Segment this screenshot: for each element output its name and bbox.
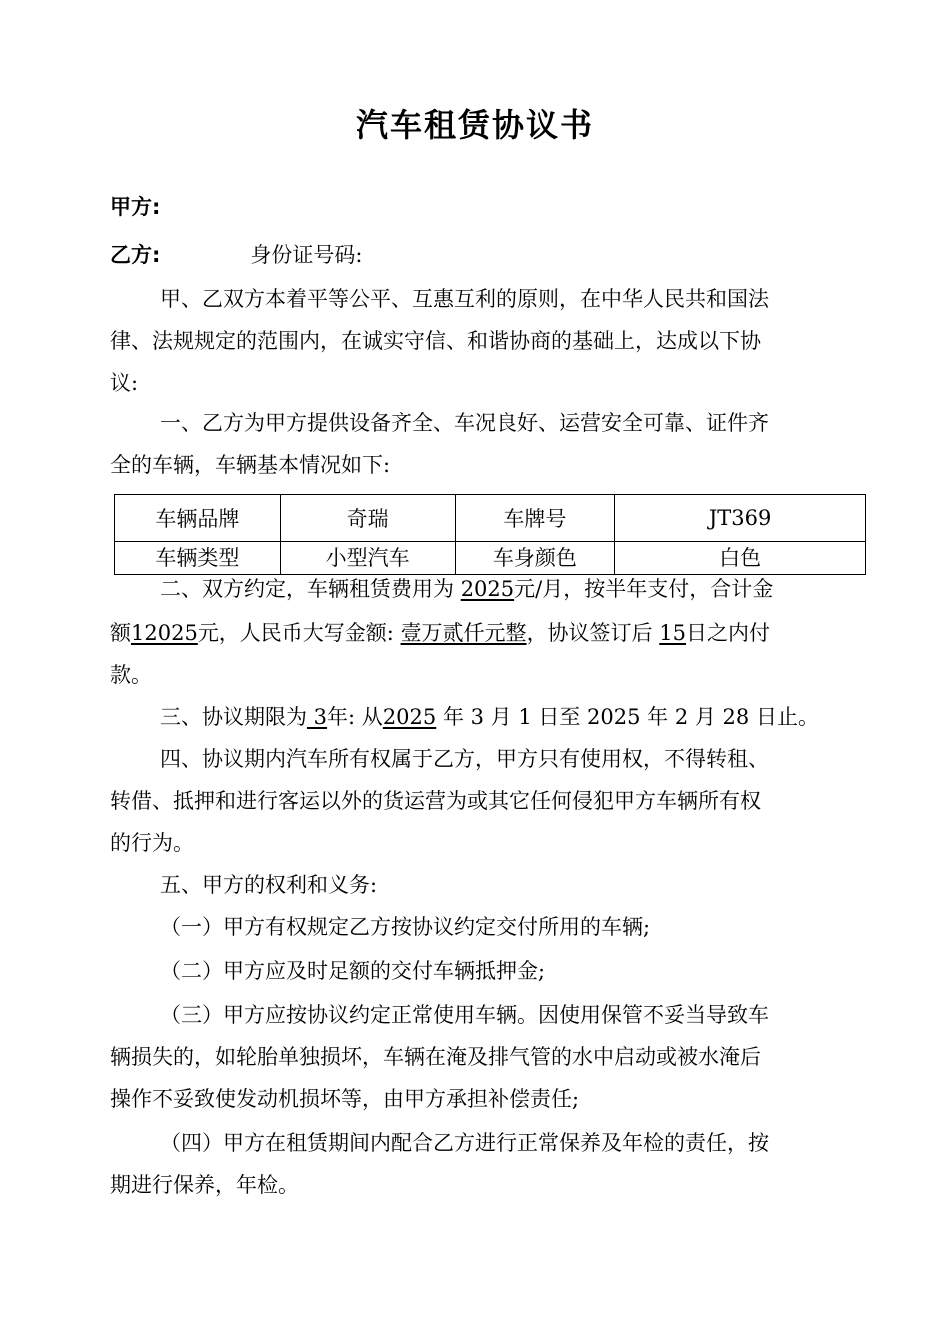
table-cell: 白色 [615, 542, 866, 575]
party-b-label: 乙方: [110, 243, 161, 267]
table-cell: 车辆类型 [115, 542, 281, 575]
party-a-label: 甲方: [110, 195, 161, 219]
total-amount: 12025 [131, 621, 198, 645]
id-number-label: 身份证号码: [250, 243, 363, 267]
monthly-fee: 2025 [460, 577, 515, 601]
clause2-line-2 [110, 612, 870, 655]
document-title: 汽车租赁协议书 [355, 106, 594, 144]
intro-line-2: 律、法规规定的范围内，在诚实守信、和谐协商的基础上，达成以下协 [110, 329, 761, 353]
clause3-text: 年: 从 [327, 705, 383, 729]
clause1-line-1: 一、乙方为甲方提供设备齐全、车况良好、运营安全可靠、证件齐 [160, 411, 769, 435]
table-row [115, 495, 866, 542]
clause4-line-2: 转借、抵押和进行客运以外的货运营为或其它任何侵犯甲方车辆所有权 [110, 789, 761, 813]
clause5-item-3-line-3: 操作不妥致使发动机损坏等，由甲方承担补偿责任; [110, 1087, 580, 1111]
table-cell: JT369 [615, 495, 866, 542]
clause2-text: 日之内付 [685, 621, 770, 645]
clause5-item-3-line-2: 辆损失的，如轮胎单独损坏，车辆在淹及排气管的水中启动或被水淹后 [110, 1045, 761, 1069]
term-years: 3 [307, 705, 328, 729]
clause5-item-4-line-2: 期进行保养，年检。 [110, 1173, 299, 1197]
clause2-line-3: 款。 [110, 663, 152, 687]
clause2-text: 二、双方约定，车辆租赁费用为 [160, 577, 461, 601]
clause5-item-2: （二）甲方应及时足额的交付车辆抵押金; [160, 959, 546, 983]
party-b-line [110, 234, 870, 277]
table-cell: 奇瑞 [280, 495, 455, 542]
clause4-line-3: 的行为。 [110, 831, 194, 855]
intro-line-1: 甲、乙双方本着平等公平、互惠互利的原则，在中华人民共和国法 [160, 287, 769, 311]
clause2-text: ，协议签订后 [526, 621, 660, 645]
table-cell: 车身颜色 [455, 542, 615, 575]
clause2-text: 额 [110, 621, 131, 645]
intro-line-3: 议: [110, 371, 139, 395]
table-cell: 车牌号 [455, 495, 615, 542]
clause5-item-3-line-1: （三）甲方应按协议约定正常使用车辆。因使用保管不妥当导致车 [160, 1003, 769, 1027]
clause5-item-4-line-1: （四）甲方在租赁期间内配合乙方进行正常保养及年检的责任，按 [160, 1131, 769, 1155]
clause2-text: 元，人民币大写金额: [197, 621, 401, 645]
start-year: 2025 [382, 705, 437, 729]
clause2-text: 元/月，按半年支付，合计金 [514, 577, 774, 601]
clause3-text: 三、协议期限为 [160, 705, 307, 729]
vehicle-info-table [114, 494, 866, 575]
clause5-heading: 五、甲方的权利和义务: [160, 873, 378, 897]
clause2-line-1 [110, 568, 920, 611]
clause3-line [110, 696, 920, 739]
total-amount-words: 壹万贰仟元整 [400, 621, 527, 645]
table-cell: 小型汽车 [280, 542, 455, 575]
table-cell: 车辆品牌 [115, 495, 281, 542]
payment-days: 15 [659, 621, 686, 645]
clause4-line-1: 四、协议期内汽车所有权属于乙方，甲方只有使用权，不得转租、 [160, 747, 769, 771]
clause1-line-2: 全的车辆，车辆基本情况如下: [110, 453, 391, 477]
clause5-item-1: （一）甲方有权规定乙方按协议约定交付所用的车辆; [160, 915, 651, 939]
clause3-text: 年 3 月 1 日至 2025 年 2 月 28 日止。 [436, 705, 819, 729]
